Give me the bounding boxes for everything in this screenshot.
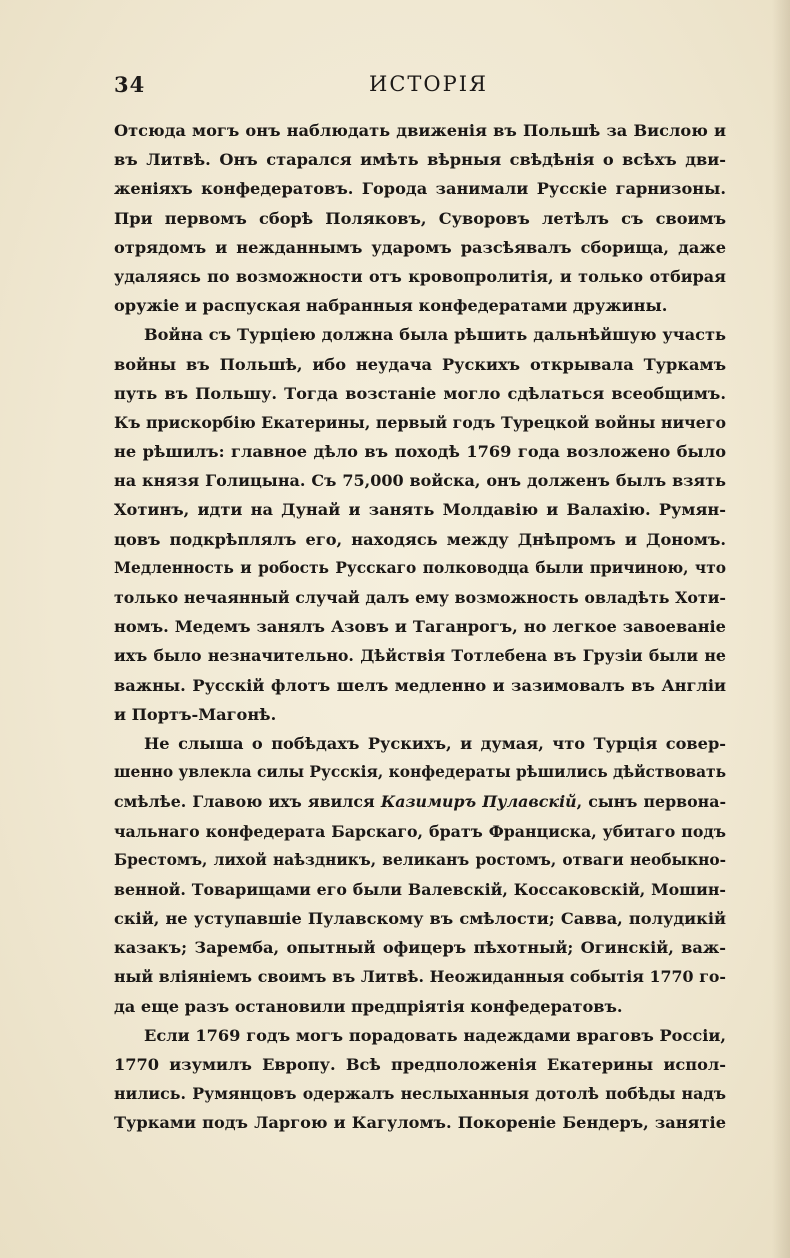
text-line: Хотинъ, идти на Дунай и занять Молдавію и Валахію. Румян- (114, 500, 726, 520)
text-line: 1770 изумилъ Европу. Всѣ предположенія Екатерины испол- (114, 1055, 726, 1074)
text-line (114, 787, 726, 816)
text-line: нились. Румянцовъ одержалъ неслыханныя дотолѣ побѣды надъ (114, 1084, 726, 1104)
running-title: ИСТОРІЯ (369, 72, 488, 96)
text-line: женіяхъ конфедератовъ. Города занимали Русскіе гарнизоны. (114, 179, 726, 199)
text-line: только нечаянный случай далъ ему возможность овладѣть Хоти- (114, 588, 726, 607)
text-line: цовъ подкрѣплялъ его, находясь между Днѣпромъ и Дономъ. (114, 529, 726, 549)
text-line: скій, не уступавшіе Пулавскому въ смѣлости; Савва, полудикій (114, 909, 726, 929)
text-line: да еще разъ остановили предпріятія конфедератовъ. (114, 996, 623, 1016)
text-fragment: , сынъ первона- (576, 792, 726, 812)
text-line: не рѣшилъ: главное дѣло въ походѣ 1769 года возложено было (114, 442, 726, 462)
italic-name: Казимиръ Пулавскій (380, 792, 577, 812)
text-line: Медленность и робость Русскаго полководца были причиною, что (114, 558, 726, 577)
text-line: войны въ Польшѣ, ибо неудача Рускихъ открывала Туркамъ (114, 354, 726, 374)
text-line: оружіе и распуская набранныя конфедератами дружины. (114, 296, 668, 316)
text-line: Къ прискорбію Екатерины, первый годъ Турецкой войны ничего (114, 412, 726, 432)
text-line: Отсюда могъ онъ наблюдать движенія въ Польшѣ за Вислою и (114, 121, 726, 140)
text-line: номъ. Медемъ занялъ Азовъ и Таганрогъ, но легкое завоеваніе (114, 617, 726, 637)
text-line: важны. Русскій флотъ шелъ медленно и зазимовалъ въ Англіи (114, 675, 726, 695)
text-line: Если 1769 годъ могъ порадовать надеждами враговъ Россіи, (144, 1025, 726, 1045)
text-line: отрядомъ и нежданнымъ ударомъ разсѣявалъ сборища, даже (114, 237, 726, 257)
text-line: Не слыша о побѣдахъ Рускихъ, и думая, что Турція совер- (144, 733, 726, 753)
text-line: путь въ Польшу. Тогда возстаніе могло сдѣлаться всеобщимъ. (114, 383, 726, 403)
page-fold-shadow (772, 0, 790, 1258)
text-line: Война съ Турціею должна была рѣшить дальнѣйшую участь (144, 325, 726, 345)
text-line: Брестомъ, лихой наѣздникъ, великанъ ростомъ, отваги необыкно- (114, 850, 726, 869)
page-header (114, 72, 726, 104)
text-line: и Портъ-Магонѣ. (114, 704, 277, 724)
page-number: 34 (114, 72, 146, 97)
text-line: ихъ было незначительно. Дѣйствія Тотлебена въ Грузіи были не (114, 646, 726, 666)
text-line: чальнаго конфедерата Барскаго, братъ Франциска, убитаго подъ (114, 821, 726, 841)
text-line: При первомъ сборѣ Поляковъ, Суворовъ летѣлъ съ своимъ (114, 208, 726, 228)
text-line: въ Литвѣ. Онъ старался имѣть вѣрныя свѣдѣнія о всѣхъ дви- (114, 150, 726, 170)
text-line: Турками подъ Ларгою и Кагуломъ. Покореніе Бендеръ, занятіе (114, 1113, 726, 1133)
text-line: казакъ; Заремба, опытный офицеръ пѣхотный; Огинскій, важ- (114, 938, 726, 958)
text-line: на князя Голицына. Съ 75,000 войска, онъ долженъ былъ взять (114, 471, 726, 491)
body-text (114, 116, 726, 1138)
text-line: удаляясь по возможности отъ кровопролитія, и только отбирая (114, 266, 726, 286)
text-fragment: смѣлѣе. Главою ихъ явился (114, 792, 381, 812)
text-line: венной. Товарищами его были Валевскій, Коссаковскій, Мошин- (114, 879, 726, 899)
text-line: ный вліяніемъ своимъ въ Литвѣ. Неожиданныя событія 1770 го- (114, 967, 726, 987)
text-line: шенно увлекла силы Русскія, конфедераты рѣшились дѣйствовать (114, 763, 726, 782)
